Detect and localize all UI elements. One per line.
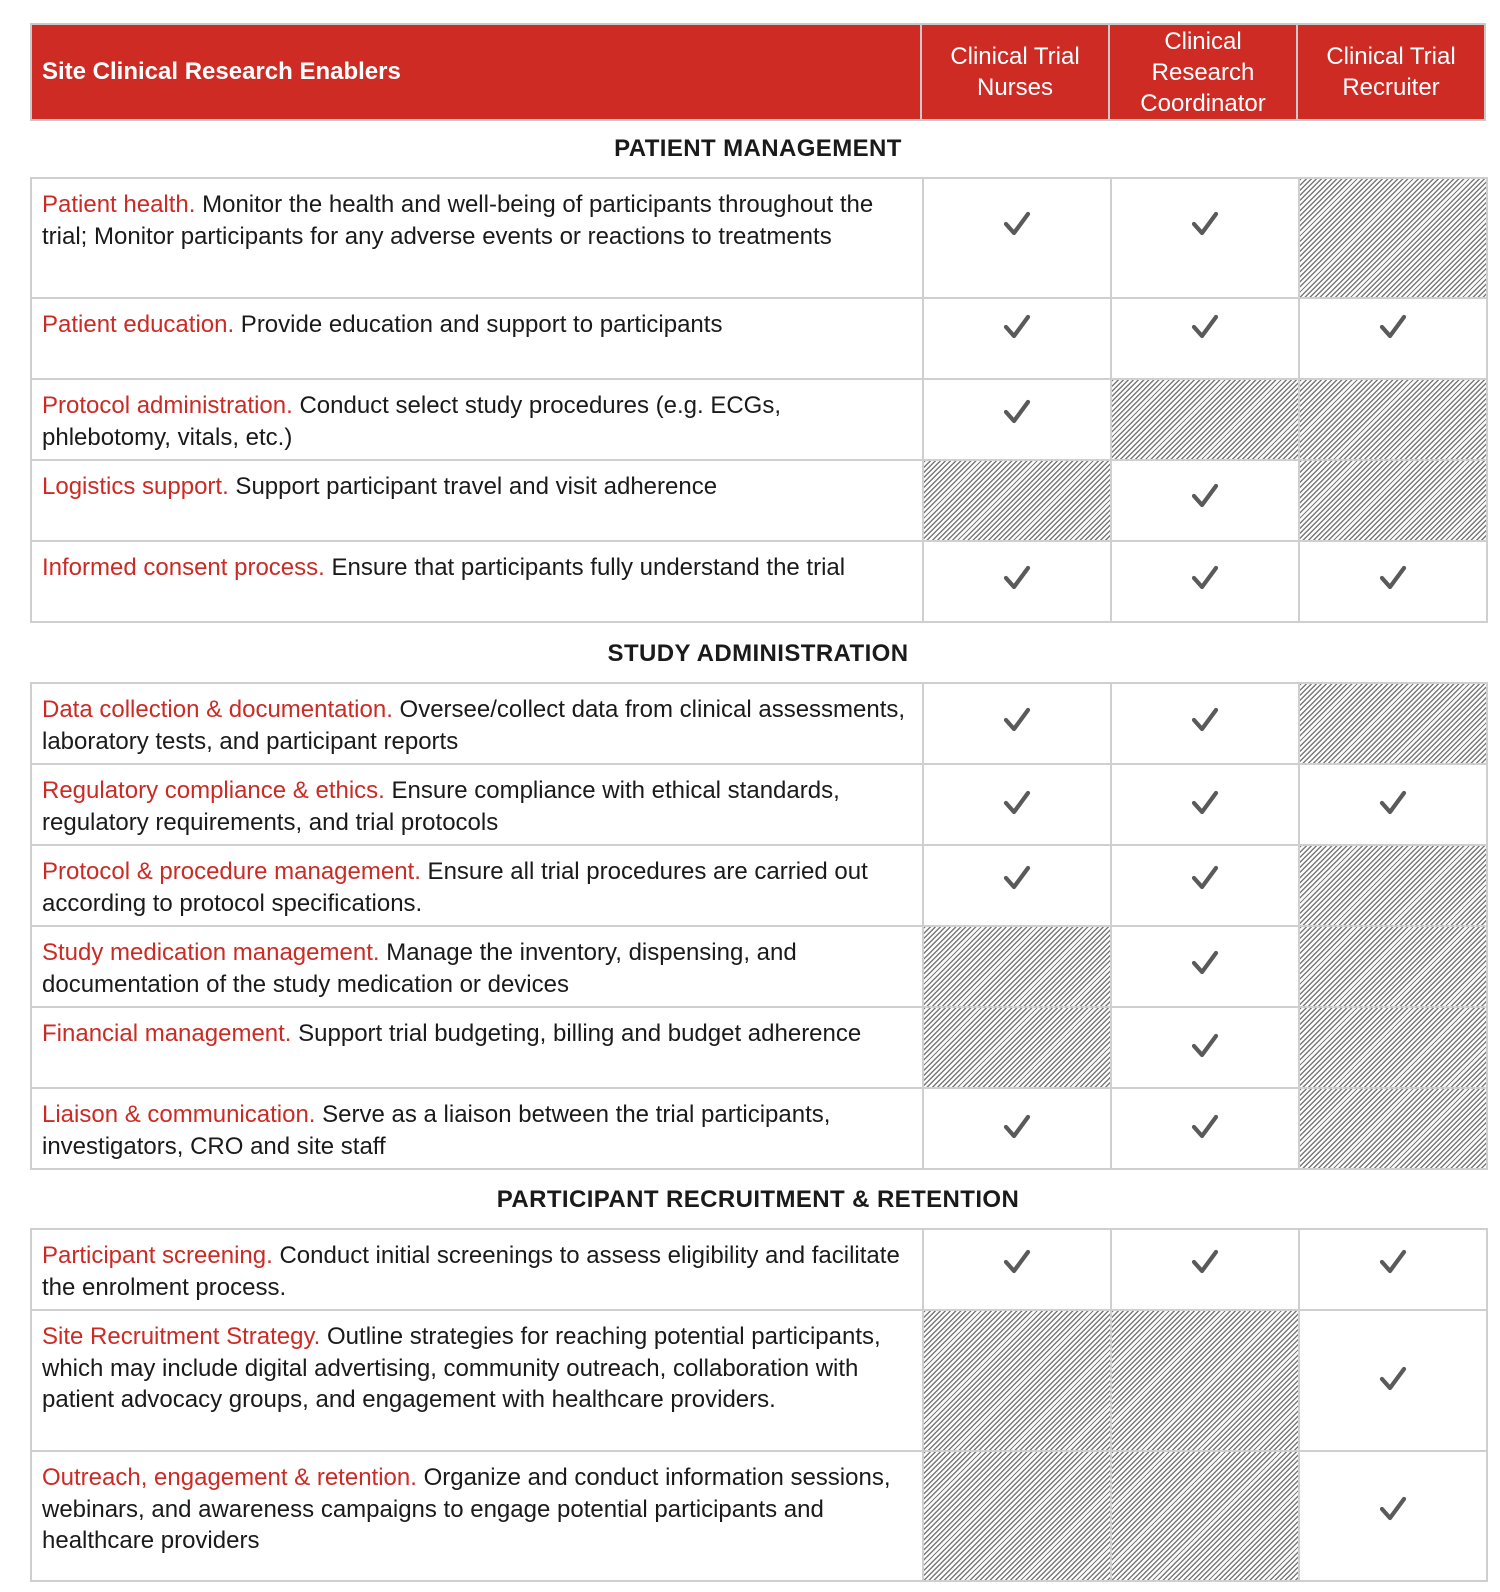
check-icon — [1377, 1363, 1409, 1395]
enabler-name: Informed consent process. — [42, 554, 325, 581]
enabler-description — [30, 1450, 924, 1582]
check-icon — [1001, 396, 1033, 428]
check-cell — [1298, 1309, 1488, 1452]
check-icon — [1189, 1246, 1221, 1278]
enabler-description — [30, 540, 924, 623]
enabler-name: Protocol & procedure management. — [42, 858, 421, 885]
check-icon — [1377, 311, 1409, 343]
enabler-name: Data collection & documentation. — [42, 696, 393, 723]
not-applicable-cell — [922, 459, 1112, 542]
enabler-description — [30, 297, 924, 380]
check-cell — [1110, 844, 1300, 927]
enabler-name: Logistics support. — [42, 473, 229, 500]
not-applicable-cell — [1298, 459, 1488, 542]
enabler-detail: Support participant travel and visit adherence — [228, 473, 718, 500]
check-icon — [1001, 1111, 1033, 1143]
check-cell — [922, 297, 1112, 380]
enabler-detail: Ensure compliance with ethical standards, regulatory requirements, and trial protocols — [42, 777, 840, 836]
column-header-1: Clinical Trial Nurses — [920, 23, 1110, 121]
enabler-name: Site Recruitment Strategy. — [42, 1323, 321, 1350]
check-cell — [1298, 1228, 1488, 1311]
check-icon — [1377, 1246, 1409, 1278]
check-icon — [1189, 1111, 1221, 1143]
check-icon — [1189, 1030, 1221, 1062]
table-header-title: Site Clinical Research Enablers — [30, 23, 922, 121]
enabler-detail: Serve as a liaison between the trial participants, investigators, CRO and site staff — [42, 1101, 831, 1160]
not-applicable-cell — [1298, 844, 1488, 927]
enabler-detail: Organize and conduct information sessions, webinars, and awareness campaigns to engage potential participants and healthcare providers — [42, 1464, 891, 1554]
enabler-name: Protocol administration. — [42, 392, 293, 419]
enabler-detail: Ensure that participants fully understand the trial — [324, 554, 846, 581]
enabler-description — [30, 378, 924, 461]
enabler-name: Patient health. — [42, 191, 196, 218]
enabler-description — [30, 177, 924, 299]
check-icon — [1189, 704, 1221, 736]
enabler-detail: Manage the inventory, dispensing, and documentation of the study medication or devices — [42, 939, 797, 998]
enabler-detail: Conduct select study procedures (e.g. ECGs, phlebotomy, vitals, etc.) — [42, 392, 782, 451]
enabler-description — [30, 1087, 924, 1170]
check-icon — [1001, 311, 1033, 343]
check-icon — [1377, 1493, 1409, 1525]
enabler-detail: Conduct initial screenings to assess eligibility and facilitate the enrolment process. — [42, 1242, 900, 1301]
not-applicable-cell — [1298, 177, 1488, 299]
not-applicable-cell — [1298, 925, 1488, 1008]
enabler-description — [30, 1006, 924, 1089]
check-icon — [1001, 787, 1033, 819]
check-cell — [1110, 459, 1300, 542]
section-title: STUDY ADMINISTRATION — [607, 640, 909, 667]
enabler-description — [30, 763, 924, 846]
enabler-name: Regulatory compliance & ethics. — [42, 777, 385, 804]
check-cell — [1298, 1450, 1488, 1582]
check-cell — [922, 177, 1112, 299]
enabler-description — [30, 682, 924, 765]
enabler-description — [30, 1228, 924, 1311]
not-applicable-cell — [1298, 378, 1488, 461]
enabler-description — [30, 925, 924, 1008]
enabler-detail: Outline strategies for reaching potential participants, which may include digital advertising, community outreach, collaboration with patient advocacy groups, and engagement with healthcare providers. — [42, 1323, 881, 1413]
check-icon — [1001, 862, 1033, 894]
enabler-description — [30, 459, 924, 542]
not-applicable-cell — [1110, 1450, 1300, 1582]
not-applicable-cell — [1110, 378, 1300, 461]
not-applicable-cell — [1110, 1309, 1300, 1452]
enabler-name: Study medication management. — [42, 939, 380, 966]
enabler-name: Liaison & communication. — [42, 1101, 316, 1128]
check-icon — [1377, 787, 1409, 819]
check-cell — [1298, 540, 1488, 623]
check-icon — [1001, 704, 1033, 736]
section-title: PATIENT MANAGEMENT — [614, 135, 902, 162]
enabler-detail: Oversee/collect data from clinical assessments, laboratory tests, and participant reports — [42, 696, 906, 755]
check-cell — [1110, 540, 1300, 623]
check-icon — [1001, 208, 1033, 240]
check-cell — [1110, 1228, 1300, 1311]
section-title: PARTICIPANT RECRUITMENT & RETENTION — [496, 1186, 1020, 1213]
check-cell — [922, 540, 1112, 623]
check-cell — [1110, 1087, 1300, 1170]
enabler-name: Patient education. — [42, 311, 235, 338]
check-cell — [1298, 763, 1488, 846]
check-icon — [1377, 562, 1409, 594]
check-cell — [922, 844, 1112, 927]
not-applicable-cell — [1298, 1006, 1488, 1089]
not-applicable-cell — [922, 1309, 1112, 1452]
check-cell — [922, 1228, 1112, 1311]
enabler-detail: Monitor the health and well-being of participants throughout the trial; Monitor participants for any adverse events or reactions to treatments — [42, 191, 874, 250]
check-icon — [1189, 562, 1221, 594]
enabler-description — [30, 844, 924, 927]
check-icon — [1189, 480, 1221, 512]
check-cell — [1110, 177, 1300, 299]
enabler-name: Financial management. — [42, 1020, 292, 1047]
check-cell — [1110, 925, 1300, 1008]
check-cell — [922, 378, 1112, 461]
check-icon — [1189, 862, 1221, 894]
check-cell — [1110, 682, 1300, 765]
check-cell — [922, 1087, 1112, 1170]
not-applicable-cell — [1298, 682, 1488, 765]
check-cell — [922, 763, 1112, 846]
check-icon — [1189, 947, 1221, 979]
check-cell — [1110, 1006, 1300, 1089]
check-cell — [1298, 297, 1488, 380]
enabler-description — [30, 1309, 924, 1452]
enabler-detail: Ensure all trial procedures are carried out according to protocol specifications. — [42, 858, 868, 917]
check-cell — [1110, 297, 1300, 380]
not-applicable-cell — [1298, 1087, 1488, 1170]
column-header-3: Clinical Trial Recruiter — [1296, 23, 1486, 121]
check-icon — [1189, 787, 1221, 819]
check-cell — [1110, 763, 1300, 846]
not-applicable-cell — [922, 1006, 1112, 1089]
enabler-detail: Support trial budgeting, billing and budget adherence — [291, 1020, 862, 1047]
check-icon — [1001, 562, 1033, 594]
enabler-name: Outreach, engagement & retention. — [42, 1464, 417, 1491]
not-applicable-cell — [922, 925, 1112, 1008]
not-applicable-cell — [922, 1450, 1112, 1582]
check-cell — [922, 682, 1112, 765]
check-icon — [1001, 1246, 1033, 1278]
check-icon — [1189, 208, 1221, 240]
column-header-2: Clinical Research Coordinator — [1108, 23, 1298, 121]
enabler-name: Participant screening. — [42, 1242, 273, 1269]
enabler-detail: Provide education and support to participants — [234, 311, 723, 338]
check-icon — [1189, 311, 1221, 343]
